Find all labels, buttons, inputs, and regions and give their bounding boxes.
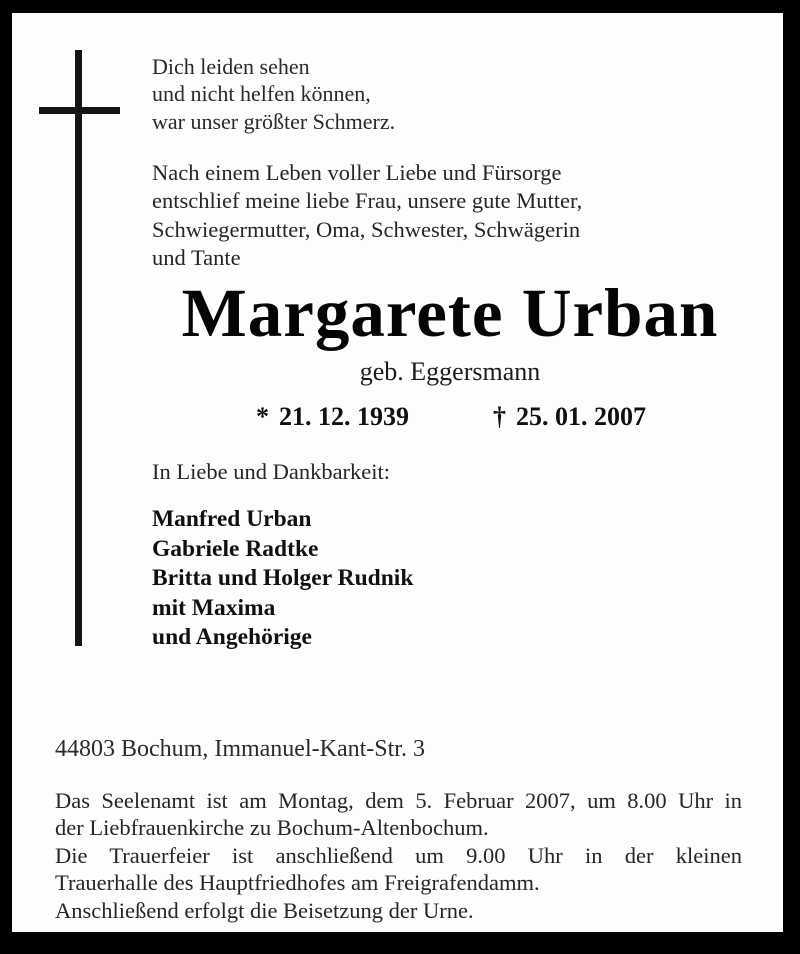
- deceased-headline: [152, 275, 748, 387]
- intro-line: und Tante: [152, 245, 241, 271]
- intro-line: Schwiegermutter, Oma, Schwester, Schwägerin: [152, 216, 581, 242]
- cross-vertical-bar: [75, 50, 82, 646]
- service-information: [55, 787, 742, 924]
- death-date: [493, 402, 646, 432]
- deceased-name: Margarete Urban: [181, 275, 719, 351]
- verse-line: Dich leiden sehen: [152, 54, 310, 79]
- death-date-value: 25. 01. 2007: [516, 402, 646, 431]
- birth-date: [256, 402, 409, 432]
- birth-date-value: 21. 12. 1939: [279, 402, 409, 431]
- dagger-symbol: †: [493, 402, 506, 431]
- mourners-list: [152, 505, 413, 653]
- mourner-line: Manfred Urban: [152, 506, 312, 532]
- mourner-line: und Angehörige: [152, 624, 312, 650]
- service-line: Anschließend erfolgt die Beisetzung der Urne.: [55, 897, 474, 923]
- born-symbol: *: [256, 402, 269, 431]
- mourning-verse: [152, 53, 395, 135]
- address-line: 44803 Bochum, Immanuel-Kant-Str. 3: [55, 736, 425, 762]
- mourner-line: Britta und Holger Rudnik: [152, 565, 414, 591]
- mourner-line: mit Maxima: [152, 594, 276, 621]
- verse-line: war unser größter Schmerz.: [152, 108, 396, 134]
- obituary-card: [12, 13, 783, 932]
- service-line: Die Trauerfeier ist anschließend um 9.00 Uhr in der kleinen: [55, 842, 742, 868]
- closing-phrase: In Liebe und Dankbarkeit:: [152, 459, 391, 484]
- intro-line: Nach einem Leben voller Liebe und Fürsorge: [152, 160, 562, 185]
- service-line: der Liebfrauenkirche zu Bochum-Altenbochum.: [55, 815, 489, 841]
- intro-paragraph: [152, 159, 582, 273]
- service-line: Das Seelenamt ist am Montag, dem 5. Februar 2007, um 8.00 Uhr in: [55, 788, 742, 813]
- intro-line: entschlief meine liebe Frau, unsere gute Mutter,: [152, 188, 583, 214]
- cross-horizontal-bar: [39, 107, 120, 114]
- mourner-line: Gabriele Radtke: [152, 535, 319, 562]
- maiden-name: geb. Eggersmann: [359, 357, 541, 386]
- verse-line: und nicht helfen können,: [152, 81, 371, 107]
- service-line: Trauerhalle des Hauptfriedhofes am Freigrafendamm.: [55, 870, 540, 896]
